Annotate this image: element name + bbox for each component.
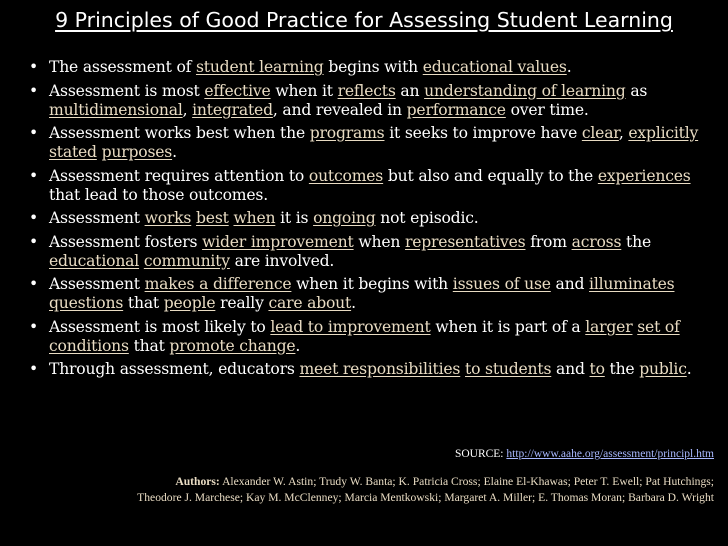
bullet-icon: • <box>29 209 38 227</box>
principle-item <box>29 360 719 379</box>
principle-text: but also and equally to the <box>383 166 598 185</box>
principle-text: , <box>618 124 629 142</box>
principles-list <box>29 58 719 384</box>
source-label: SOURCE: <box>454 448 507 460</box>
principle-item <box>29 233 719 271</box>
principle-text: , and revealed in <box>272 100 407 119</box>
bullet-icon: • <box>29 58 38 76</box>
key-term: issues of use <box>452 275 551 293</box>
principle-text: not episodic. <box>375 209 479 227</box>
authors-credit <box>0 474 728 506</box>
key-term: lead to improvement <box>270 317 431 336</box>
key-term: educational <box>49 251 140 270</box>
principle-text: Assessment requires attention to <box>49 166 309 185</box>
key-term: community <box>143 251 230 270</box>
key-term: meet responsibilities <box>299 360 461 378</box>
principle-item <box>29 82 719 120</box>
authors-line-2: Theodore J. Marchese; Kay M. McClenney; Marcia Mentkowski; Margaret A. Miller; E. Thomas Moran; Barbara D. Wright <box>137 491 714 504</box>
principle-text: the <box>621 232 651 251</box>
key-term: people <box>163 294 216 312</box>
slide-title: 9 Principles of Good Practice for Assessing Student Learning <box>55 8 673 32</box>
principle-text: it is <box>275 209 314 227</box>
source-link[interactable]: http://www.aahe.org/assessment/principl.htm <box>506 448 714 460</box>
principle-text: and <box>551 360 590 378</box>
principle-text: Assessment is most <box>49 81 205 100</box>
principle-item <box>29 318 719 356</box>
key-term: to <box>589 360 605 378</box>
key-term: effective <box>204 81 271 100</box>
key-term: clear <box>581 124 619 142</box>
key-term: set of conditions <box>49 317 680 355</box>
key-term: reflects <box>337 81 396 100</box>
bullet-icon: • <box>29 232 38 251</box>
key-term: when <box>233 209 276 227</box>
bullet-icon: • <box>29 360 38 378</box>
principle-text: . <box>351 294 356 312</box>
principle-text: Assessment is most likely to <box>49 317 271 336</box>
principle-text: . <box>172 143 177 161</box>
principle-text: . <box>295 336 301 355</box>
key-term: ongoing <box>313 209 376 227</box>
principle-text: begins with <box>323 58 423 76</box>
key-term: best <box>196 209 229 227</box>
key-term: purposes <box>101 143 173 161</box>
principle-item <box>29 167 719 205</box>
principle-text: really <box>215 294 269 312</box>
principle-text: that lead to those outcomes. <box>49 185 268 204</box>
principle-text: an <box>395 81 425 100</box>
source-citation <box>455 448 714 460</box>
key-term: larger <box>585 317 633 336</box>
principle-text: when it is part of a <box>430 317 586 336</box>
key-term: to students <box>465 360 552 378</box>
authors-label: Authors: <box>175 475 220 488</box>
bullet-icon: • <box>29 81 38 100</box>
principle-text: from <box>525 232 572 251</box>
principle-text: . <box>566 58 572 76</box>
principle-text: as <box>625 81 648 100</box>
principle-text: when <box>353 232 405 251</box>
principle-text: Through assessment, educators <box>49 360 300 378</box>
principle-text: The assessment of <box>49 58 196 76</box>
key-term: wider improvement <box>202 232 354 251</box>
key-term: programs <box>309 124 385 142</box>
principle-text: that <box>123 294 164 312</box>
key-term: outcomes <box>308 166 384 185</box>
key-term: understanding of learning <box>424 81 626 100</box>
key-term: care about <box>268 294 352 312</box>
principle-item <box>29 58 719 77</box>
authors-line-1: Alexander W. Astin; Trudy W. Banta; K. Patricia Cross; Elaine El-Khawas; Peter T. Ewell; Pat Hutchings; <box>222 475 714 488</box>
principle-item <box>29 124 719 162</box>
key-term: multidimensional <box>49 100 183 119</box>
key-term: across <box>571 232 622 251</box>
principle-text: , <box>182 100 193 119</box>
principle-text: when it <box>270 81 338 100</box>
key-term: explicitly <box>628 124 699 142</box>
principle-text: and <box>550 275 590 293</box>
key-term: experiences <box>597 166 691 185</box>
key-term: works <box>144 209 192 227</box>
bullet-icon: • <box>29 166 38 185</box>
key-term: integrated <box>192 100 273 119</box>
key-term: promote change <box>169 336 296 355</box>
bullet-icon: • <box>29 275 38 293</box>
key-term: stated <box>49 143 97 161</box>
principle-item <box>29 209 719 228</box>
principle-text: Assessment works best when the <box>49 124 310 142</box>
principle-text: are involved. <box>229 251 335 270</box>
bullet-icon: • <box>29 124 38 142</box>
key-term: makes a difference <box>144 275 292 293</box>
key-term: performance <box>406 100 506 119</box>
key-term: educational values <box>422 58 567 76</box>
principle-text: that <box>128 336 170 355</box>
principle-text: when it begins with <box>291 275 453 293</box>
key-term: illuminates questions <box>49 275 675 312</box>
principle-text: over time. <box>505 100 589 119</box>
key-term: student learning <box>195 58 324 76</box>
principle-text: . <box>686 360 692 378</box>
key-term: representatives <box>404 232 526 251</box>
principle-text: Assessment <box>49 209 145 227</box>
principle-text: Assessment <box>49 275 145 293</box>
bullet-icon: • <box>29 317 38 336</box>
principle-text: Assessment fosters <box>49 232 203 251</box>
principle-text: the <box>604 360 640 378</box>
principle-item <box>29 275 719 313</box>
principle-text: it seeks to improve have <box>384 124 582 142</box>
key-term: public <box>639 360 687 378</box>
